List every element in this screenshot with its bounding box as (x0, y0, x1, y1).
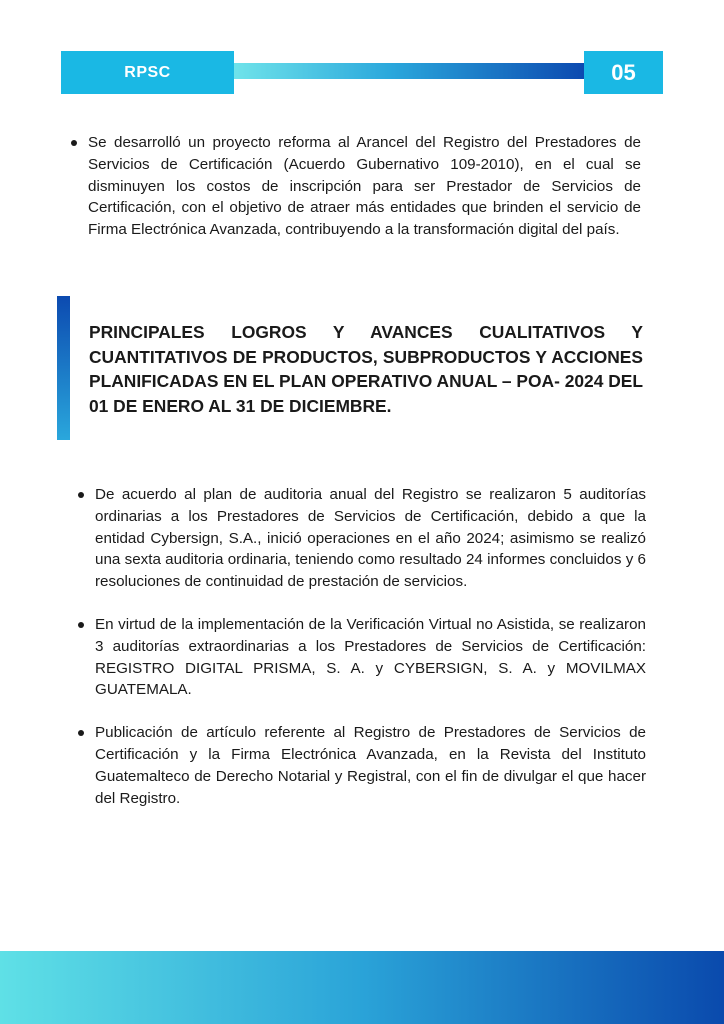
bullet-icon (71, 140, 77, 146)
list-item-text: Publicación de artículo referente al Registro de Prestadores de Servicios de Certificación y la Firma Electrónica Avanzada, en la Revista del Instituto Guatemalteco de Derecho Notarial y Registral, con el fin de divulgar el que hacer del Registro. (95, 724, 646, 807)
page-number (584, 51, 663, 94)
list-item-text: En virtud de la implementación de la Verificación Virtual no Asistida, se realizaron 3 auditorías extraordinarias a los Prestadores de Servicios de Certificación: REGISTRO DIGITAL PRISMA, S. A. y CYBERSIGN, S. A. y MOVILMAX GUATEMALA. (95, 615, 646, 699)
achievement-bullet-list (75, 484, 646, 830)
page-number-label: 05 (611, 59, 636, 85)
header-gradient-bar (234, 63, 584, 79)
list-item (75, 722, 646, 809)
list-item-text: De acuerdo al plan de auditoria anual del Registro se realizaron 5 auditorías ordinarias a los Prestadores de Servicios de Certificación, debido a que la entidad Cybersign, S.A., inició operaciones en el año 2024; asimismo se realizó una sexta auditoria ordinaria, teniendo como resultado 24 informes concluidos y 6 resoluciones de continuidad de prestación de servicios. (95, 486, 646, 591)
section-accent-bar (57, 296, 70, 440)
list-item (75, 484, 646, 593)
list-item (68, 132, 641, 241)
header-tag (61, 51, 234, 94)
list-item (75, 614, 646, 701)
footer-gradient-bar (0, 951, 724, 1024)
section-title: PRINCIPALES LOGROS Y AVANCES CUALITATIVOS Y CUANTITATIVOS DE PRODUCTOS, SUBPRODUCTOS Y ACCIONES PLANIFICADAS EN EL PLAN OPERATIVO ANUAL – POA- 2024 DEL 01 DE ENERO AL 31 DE DICIEMBRE. (89, 322, 644, 416)
bullet-icon (78, 730, 84, 736)
bullet-icon (78, 622, 84, 628)
header-tag-label: RPSC (124, 63, 171, 81)
bullet-icon (78, 492, 84, 498)
list-item-text: Se desarrolló un proyecto reforma al Arancel del Registro del Prestadores de Servicios de Certificación (Acuerdo Gubernativo 109-2010), en el cual se disminuyen los costos de inscripción para ser Prestador de Servicios de Certificación, con el objetivo de atraer más entidades que brinden el servicio de Firma Electrónica Avanzada, contribuyendo a la transformación digital del país. (88, 134, 641, 239)
intro-bullet-list (68, 132, 641, 241)
